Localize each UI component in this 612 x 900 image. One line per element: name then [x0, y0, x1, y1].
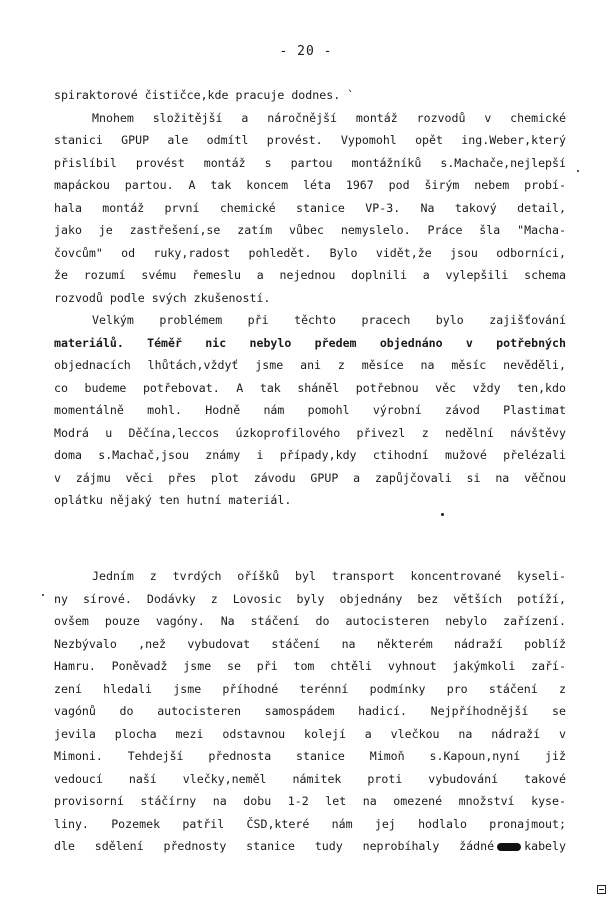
- text-line: Modrá u Děčína,leccos úzkoprofilového přivezl z nedělní návštěvy: [54, 425, 566, 440]
- scan-speck: [42, 594, 44, 596]
- text-line: hala montáž první chemické stanice VP-3. Na takový detail,: [54, 200, 566, 215]
- text-line: mapáckou partou. A tak koncem léta 1967 pod širým nebem probí-: [54, 178, 566, 192]
- scan-speck: [441, 513, 444, 516]
- text-line: objednacích lhůtách,vždyť jsme ani z měsíce na měsíc nevěděli,: [54, 358, 566, 372]
- text-line: materiálů. Téměř nic nebylo předem objednáno v potřebných: [54, 335, 566, 350]
- text-line: Nezbývalo ,než vybudovat stáčení na některém nádraží poblíž: [54, 636, 566, 651]
- text-line: Velkým problémem při těchto pracech bylo zajišťování: [92, 313, 566, 327]
- text-line: oplátku nějaký ten hutní materiál.: [54, 493, 292, 507]
- text-line: že rozumí svému řemeslu a nejednou doplnili a vylepšili schema: [54, 268, 566, 282]
- text-line: vagónů do autocisteren samospádem hadicí. Nejpříhodnější se: [54, 704, 566, 718]
- text-line: stanici GPUP ale odmítl provést. Vypomohl opět ing.Weber,který: [54, 133, 566, 147]
- text-line: vedoucí naší vlečky,neměl námitek proti vybudování takové: [54, 771, 566, 786]
- text-line: přislíbil provést montáž s partou montážníků s.Machače,nejlepší: [54, 155, 566, 170]
- ink-blot: [497, 843, 521, 851]
- text-line: ny sírové. Dodávky z Lovosic byly objednány bez větších potíží,: [54, 591, 566, 606]
- text-line-last: [54, 835, 566, 858]
- text-line: Jedním z tvrdých oříšků byl transport koncentrované kyseli-: [92, 569, 566, 583]
- text-line: Hamru. Poněvadž jsme se při tom chtěli vyhnout jakýmkoli zaří-: [54, 659, 566, 673]
- text-line: provisorní stáčírny na dobu 1-2 let na omezené množství kyse-: [54, 794, 566, 808]
- text-line: rozvodů podle svých zkušeností.: [54, 290, 271, 305]
- text-line: v zájmu věci přes plot závodu GPUP a zapůjčovali si na věčnou: [54, 470, 566, 485]
- text-line: co budeme potřebovat. A tak sháněl potřebnou věc vždy ten,kdo: [54, 380, 566, 395]
- page-corner-icon: [597, 885, 606, 894]
- scan-speck: [577, 170, 579, 172]
- text-fragment: dle sdělení přednosty stanice tudy neprobíhaly žádné: [54, 839, 495, 853]
- text-line: zení hledali jsme příhodné terénní podmínky pro stáčení z: [54, 681, 566, 696]
- paragraph-acid-transport: [54, 565, 566, 858]
- text-line: jevila plocha mezi odstavnou kolejí a vlečkou na nádraží v: [54, 726, 566, 741]
- text-line: liny. Pozemek patřil ČSD,které nám jej hodlalo pronajmout;: [54, 816, 566, 831]
- text-line: doma s.Machač,jsou známy i případy,kdy ctihodní mužové přelézali: [54, 448, 566, 462]
- page-number: - 20 -: [279, 44, 333, 59]
- text-line: ovšem pouze vagóny. Na stáčení do autocisteren nebylo zařízení.: [54, 614, 566, 628]
- text-fragment: kabely: [524, 839, 566, 853]
- text-line: spiraktorové čističce,kde pracuje dodnes. `: [54, 88, 355, 102]
- paragraph-installation-materials: [54, 84, 566, 512]
- text-line: čovcům" od ruky,radost pohledět. Bylo vidět,že jsou odborníci,: [54, 245, 566, 260]
- text-line: Mnohem složitější a náročnější montáž rozvodů v chemické: [92, 110, 566, 125]
- text-line: momentálně mohl. Hodně nám pomohl výrobní závod Plastimat: [54, 403, 566, 417]
- text-line: Mimoni. Tehdejší přednosta stanice Mimoň s.Kapoun,nyní již: [54, 749, 566, 763]
- text-line: jako je zastřešení,se zatím vůbec nemyslelo. Práce šla "Macha-: [54, 223, 566, 237]
